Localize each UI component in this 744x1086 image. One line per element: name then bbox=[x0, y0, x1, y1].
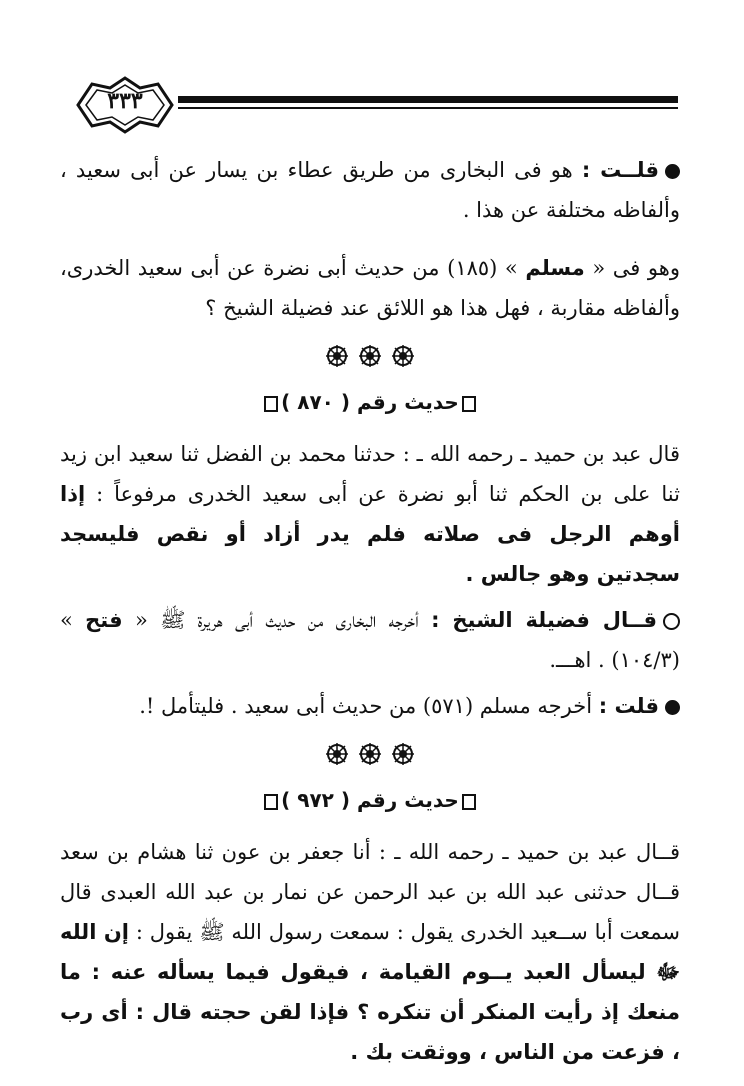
hadith-text: إن الله ﷻ ليسأل العبد يــوم القيامة ، فيقول فيما يسأله عنه : ما منعك إذ رأيت المنكر أن تنكره ؟ فإذا لقن حجته قال : أى رب ، فزعت من الناس ، ووثقت بك . bbox=[60, 920, 680, 1064]
page-header bbox=[70, 74, 680, 138]
bullet-icon bbox=[665, 700, 680, 715]
paragraph-text: » (١٨٥) من حديث أبى نضرة عن أبى سعيد الخدرى، وألفاظه مقاربة ، فهل هذا هو اللائق عند فضيلة الشيخ ؟ bbox=[60, 256, 680, 320]
paragraph-qultu-1 bbox=[60, 150, 680, 230]
flower-ornament-icon bbox=[326, 345, 348, 367]
paragraph-text: » (١٠٤/٣) . اهـــ. bbox=[60, 608, 680, 672]
heading-text: حديث رقم ( ٨٧٠ ) bbox=[281, 390, 459, 414]
isnad-text: قال عبد بن حميد ـ رحمه الله ـ : حدثنا محمد بن الفضل ثنا سعيد ابن زيد ثنا على بن الحكم ثنا أبو نضرة عن أبى سعيد الخدرى مرفوعاً : bbox=[60, 442, 680, 506]
heading-text: حديث رقم ( ٩٧٢ ) bbox=[281, 788, 459, 812]
flower-ornament-icon bbox=[359, 743, 381, 765]
isnad-text: قــال عبد بن حميد ـ رحمه الله ـ : أنا جعفر بن عون ثنا هشام بن سعد قــال حدثنى عبد الله بن عبد الرحمن عن نمار بن عبد الله العبدى قال سمعت أبا ســعيد الخدرى يقول : سمعت رسول الله ﷺ يقول : bbox=[60, 840, 680, 944]
source-name: فتح bbox=[85, 608, 123, 632]
flower-ornament-icon bbox=[326, 743, 348, 765]
flower-ornament-icon bbox=[359, 345, 381, 367]
square-marker-icon bbox=[462, 794, 476, 810]
paragraph-text: أخرجه البخارى من حديث أبى هريرة ﷺ « bbox=[134, 608, 419, 632]
qultu-label: قلــت : bbox=[581, 158, 659, 182]
paragraph-sheikh-comment bbox=[60, 600, 680, 680]
paragraph-muslim bbox=[60, 248, 680, 328]
section-divider-ornament bbox=[60, 334, 680, 372]
flower-ornament-icon bbox=[392, 743, 414, 765]
section-divider-ornament bbox=[60, 732, 680, 770]
square-marker-icon bbox=[264, 396, 278, 412]
paragraph-hadith-972 bbox=[60, 832, 680, 1072]
source-name: مسلم bbox=[525, 256, 585, 280]
page-body bbox=[60, 150, 680, 1078]
paragraph-text: وهو فى « bbox=[592, 256, 680, 280]
header-rule-thick bbox=[178, 96, 678, 103]
header-rule-thin bbox=[178, 107, 678, 109]
sheikh-label: قــال فضيلة الشيخ : bbox=[431, 608, 657, 632]
paragraph-text: هو فى البخارى من طريق عطاء بن يسار عن أبى سعيد ، وألفاظه مختلفة عن هذا . bbox=[60, 158, 680, 222]
qultu-label: قلت : bbox=[598, 694, 659, 718]
hadith-heading-870 bbox=[60, 382, 680, 422]
square-marker-icon bbox=[264, 794, 278, 810]
hadith-heading-972 bbox=[60, 780, 680, 820]
paragraph-text: أخرجه مسلم (٥٧١) من حديث أبى سعيد . فليتأمل !. bbox=[139, 694, 593, 718]
hadith-text: إذا أوهم الرجل فى صلاته فلم يدر أزاد أو نقص فليسجد سجدتين وهو جالس . bbox=[60, 482, 680, 586]
square-marker-icon bbox=[462, 396, 476, 412]
bullet-icon bbox=[665, 164, 680, 179]
page-number: ٣٣٣ bbox=[107, 88, 143, 114]
paragraph-hadith-870 bbox=[60, 434, 680, 594]
paragraph-qultu-2 bbox=[60, 686, 680, 726]
flower-ornament-icon bbox=[392, 345, 414, 367]
ring-bullet-icon bbox=[663, 613, 680, 630]
